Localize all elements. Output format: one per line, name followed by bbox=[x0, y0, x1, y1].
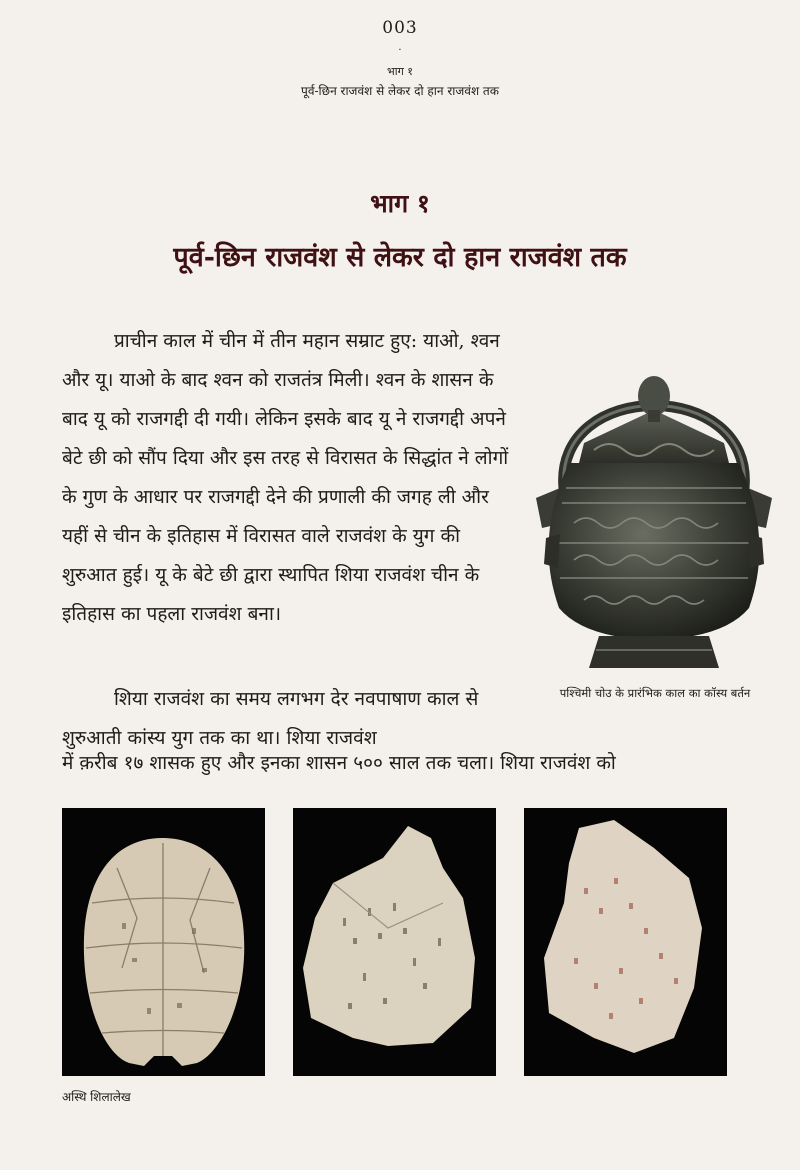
oracle-bone-image-3 bbox=[524, 808, 727, 1076]
bronze-vessel-illustration bbox=[524, 338, 784, 678]
body-paragraph-2-continued: में क़रीब १७ शासक हुए और इनका शासन ५०० साल तक चला। शिया राजवंश को bbox=[62, 752, 616, 774]
vessel-caption: पश्चिमी चोउ के प्रारंभिक काल का कॉस्य बर्तन bbox=[559, 686, 751, 700]
oracle-bone-image-2 bbox=[293, 808, 496, 1076]
running-header-dot: · bbox=[398, 45, 402, 56]
body-paragraph-2: शिया राजवंश का समय लगभग देर नवपाषाण काल से शुरुआती कांस्य युग तक का था। शिया राजवंश bbox=[62, 688, 479, 749]
bone-fragment-illustration bbox=[524, 808, 727, 1076]
page-number: 003 bbox=[382, 18, 418, 38]
oracle-bone-image-1 bbox=[62, 808, 265, 1076]
bones-caption: अस्थि शिलालेख bbox=[62, 1090, 131, 1104]
turtle-shell-illustration bbox=[62, 808, 265, 1076]
running-header-part: भाग १ bbox=[387, 65, 413, 78]
bronze-vessel-image bbox=[524, 338, 784, 678]
bone-fragment-illustration bbox=[293, 808, 496, 1076]
chapter-heading: पूर्व-छिन राजवंश से लेकर दो हान राजवंश तक bbox=[173, 242, 627, 273]
running-header-title: पूर्व-छिन राजवंश से लेकर दो हान राजवंश तक bbox=[301, 84, 499, 98]
part-heading: भाग १ bbox=[370, 189, 430, 218]
body-paragraph-1: प्राचीन काल में चीन में तीन महान सम्राट हुए: याओ, श्वन और यू। याओ के बाद श्वन को राजतंत्र मिली। श्वन के शासन के बाद यू को राजगद्दी दी गयी। लेकिन इसके बाद यू ने राजगद्दी अपने बेटे छी को सौंप दिया और इस तरह से विरासत के सिद्धांत ने लोगों के गुण के आधार पर राजगद्दी देने की प्रणाली की जगह ली और यहीं से चीन के इतिहास में विरासत वाले राजवंश के युग की शुरुआत हुई। यू के बेटे छी द्वारा स्थापित शिया राजवंश चीन के इतिहास का पहला राजवंश बना। bbox=[62, 330, 509, 625]
